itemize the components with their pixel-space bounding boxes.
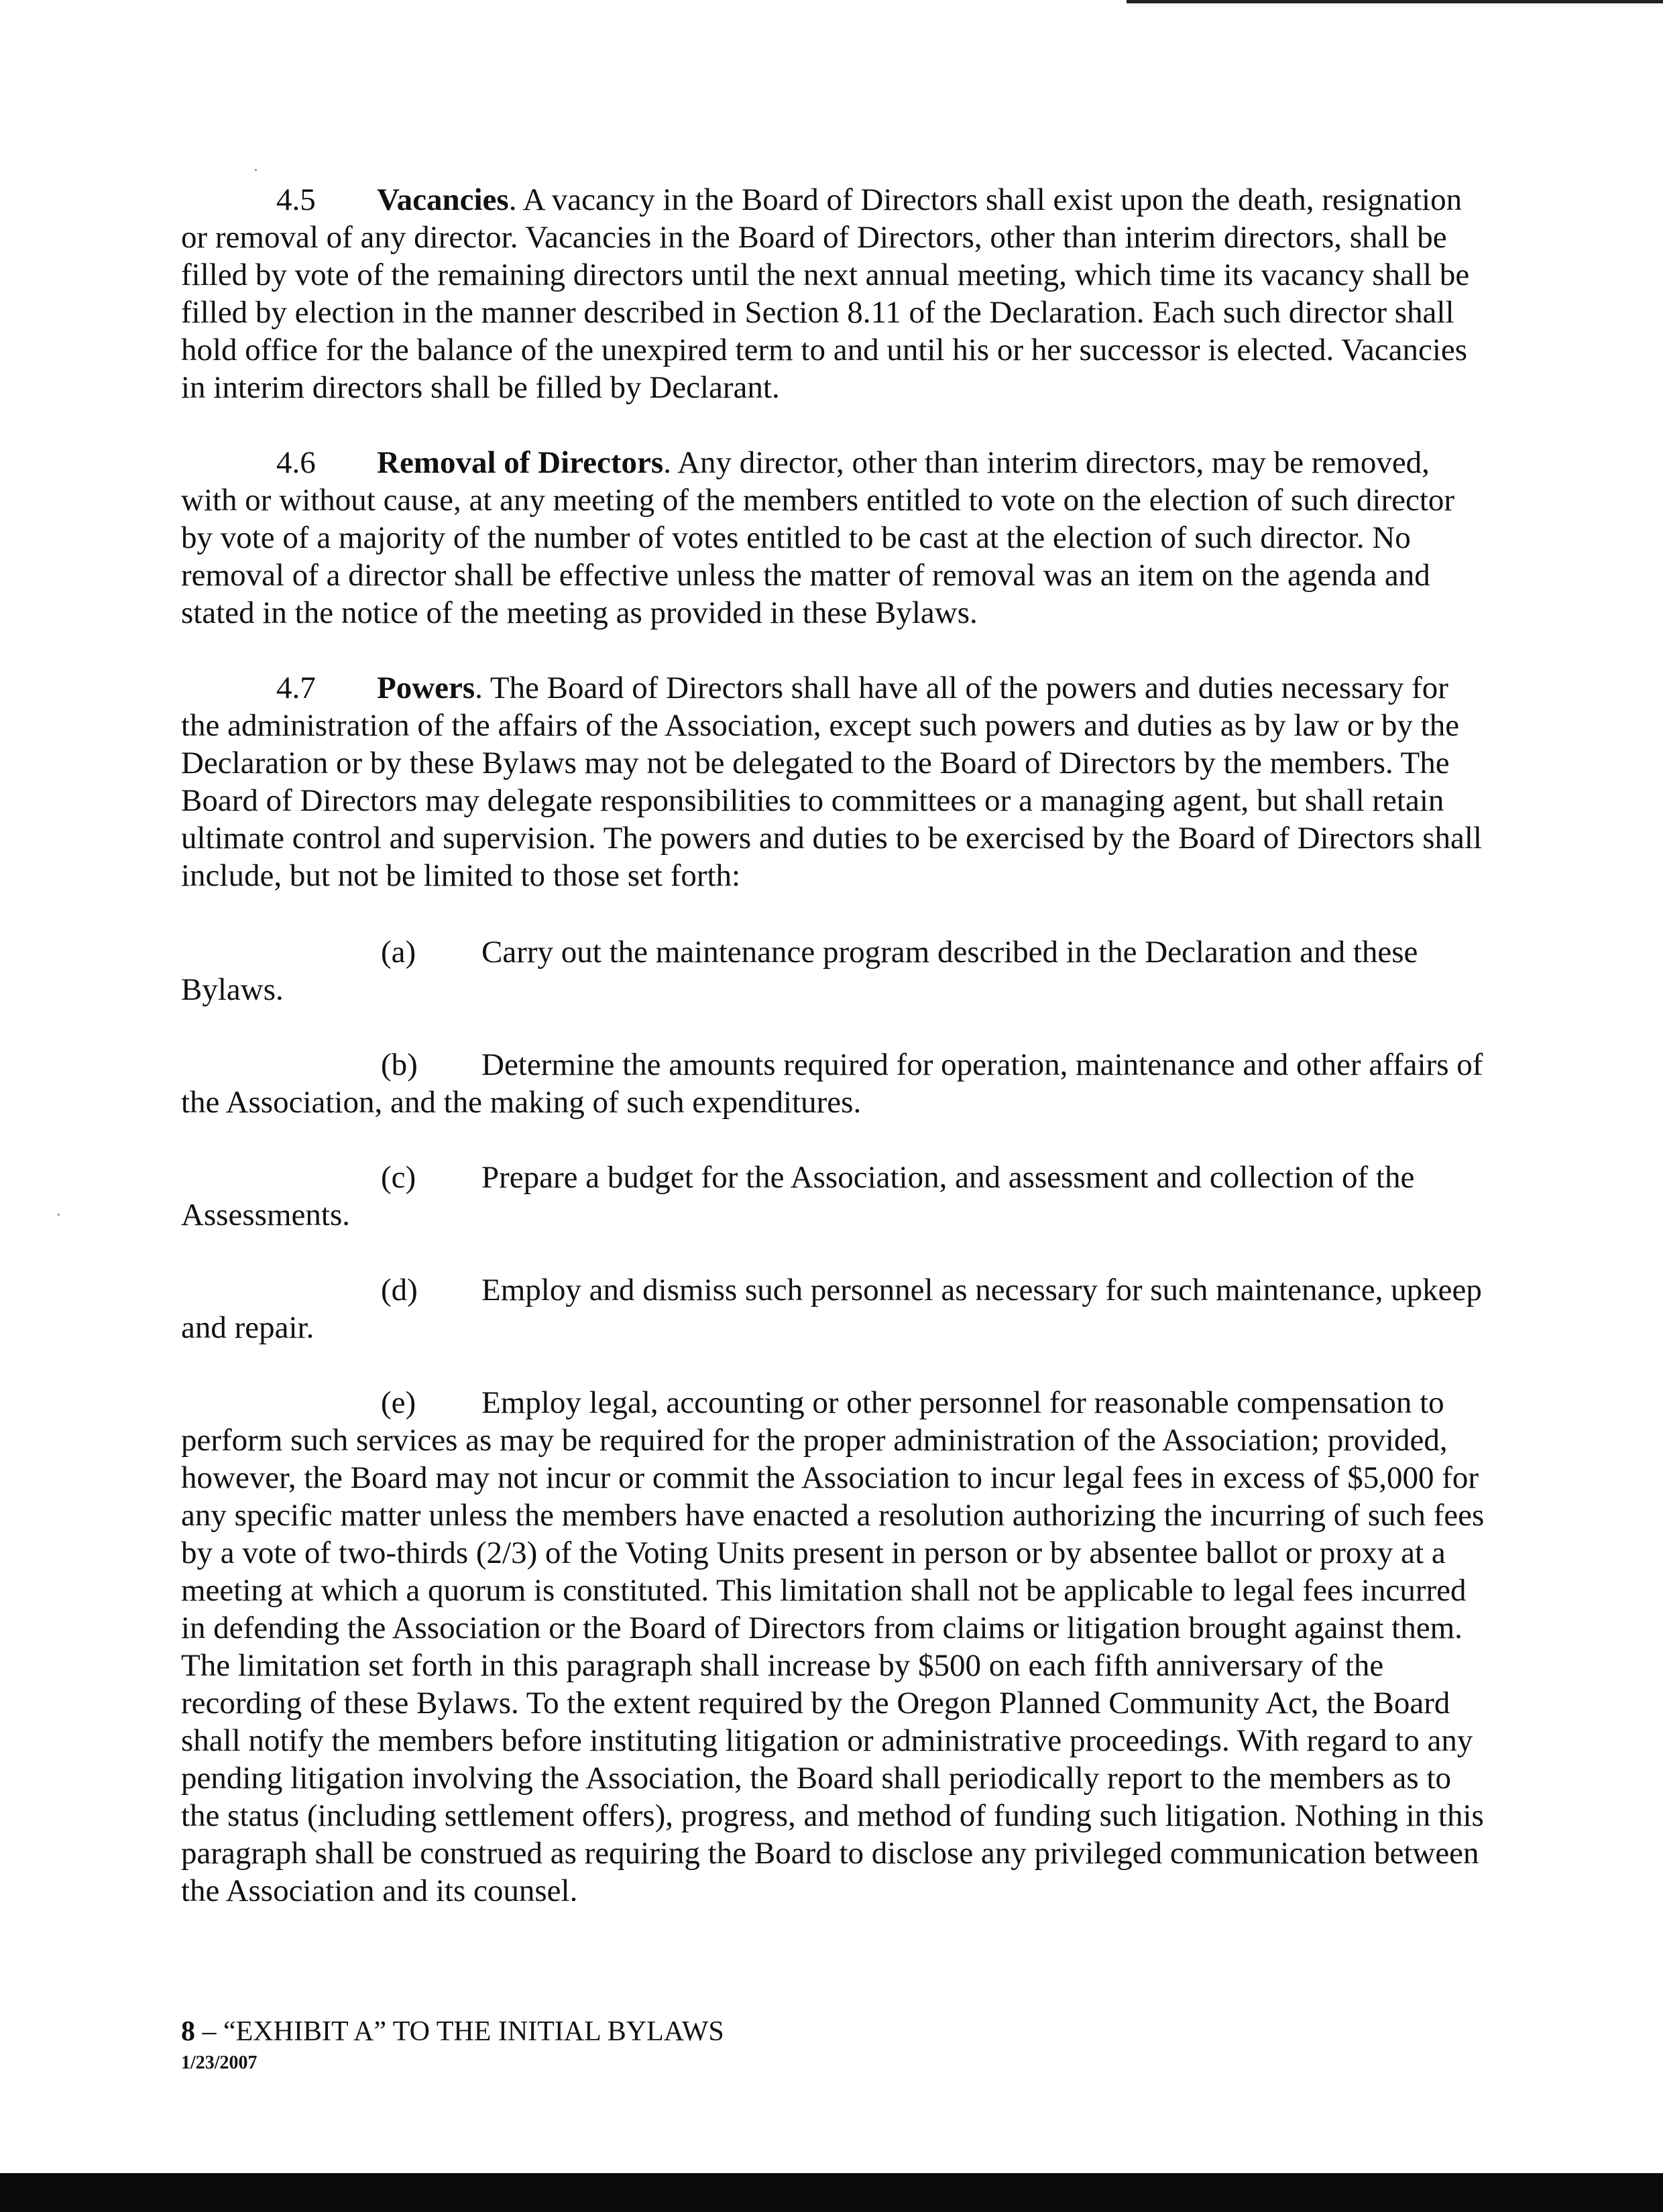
list-item-d <box>181 1271 1489 1346</box>
footer-title: “EXHIBIT A” TO THE INITIAL BYLAWS <box>223 2016 724 2047</box>
section-4-5 <box>181 181 1489 406</box>
item-label: (d) <box>381 1273 418 1307</box>
section-text: . The Board of Directors shall have all of the powers and duties necessary for the administration of the affairs of the Association, except such powers and duties as by law or by the Declaration or by these Bylaws may not be delegated to the Board of Directors by the members. The Board of Directors may delegate responsibilities to committees or a managing agent, but shall retain ultimate control and supervision. The powers and duties to be exercised by the Board of Directors shall include, but not be limited to those set forth: <box>181 671 1482 893</box>
section-number: 4.6 <box>276 445 316 480</box>
item-label: (a) <box>381 935 416 970</box>
section-text: . Any director, other than interim directors, may be removed, with or without cause, at any meeting of the members entitled to vote on the election of such director by vote of a majority of the number of votes entitled to be cast at the election of such director. No removal of a director shall be effective unless the matter of removal was an item on the agenda and stated in the notice of the meeting as provided in these Bylaws. <box>181 445 1455 630</box>
document-body <box>181 181 1489 1947</box>
scan-speck <box>255 169 257 171</box>
list-item-c <box>181 1159 1489 1234</box>
footer-title-line <box>181 2015 724 2048</box>
item-text: Employ and dismiss such personnel as necessary for such maintenance, upkeep and repair. <box>181 1273 1482 1345</box>
list-item-e <box>181 1384 1489 1910</box>
list-item-b <box>181 1046 1489 1121</box>
section-heading: Powers <box>377 671 475 705</box>
footer-separator: – <box>195 2016 223 2047</box>
item-text: Determine the amounts required for operation, maintenance and other affairs of the Association, and the making of such expenditures. <box>181 1047 1483 1120</box>
list-item-a <box>181 933 1489 1008</box>
section-4-6 <box>181 444 1489 632</box>
section-4-7 <box>181 669 1489 894</box>
section-number: 4.7 <box>276 671 316 705</box>
item-text: Employ legal, accounting or other personnel for reasonable compensation to perform such services as may be required for the proper administration of the Association; provided, however, the Board may not incur or commit the Association to incur legal fees in excess of $5,000 for any specific matter unless the members have enacted a resolution authorizing the incurring of such fees by a vote of two-thirds (2/3) of the Voting Units present in person or by absentee ballot or proxy at a meeting at which a quorum is constituted. This limitation shall not be applicable to legal fees incurred in defending the Association or the Board of Directors from claims or litigation brought against them. The limitation set forth in this paragraph shall increase by $500 on each fifth anniversary of the recording of these Bylaws. To the extent required by the Oregon Planned Community Act, the Board shall notify the members before instituting litigation or administrative proceedings. With regard to any pending litigation involving the Association, the Board shall periodically report to the members as to the status (including settlement offers), progress, and method of funding such litigation. Nothing in this paragraph shall be construed as requiring the Board to disclose any privileged communication between the Association and its counsel. <box>181 1385 1485 1908</box>
section-text: . A vacancy in the Board of Directors shall exist upon the death, resignation or removal of any director. Vacancies in the Board of Directors, other than interim directors, shall be filled by vote of the remaining directors until the next annual meeting, which time its vacancy shall be filled by election in the manner described in Section 8.11 of the Declaration. Each such director shall hold office for the balance of the unexpired term to and until his or her successor is elected. Vacancies in interim directors shall be filled by Declarant. <box>181 182 1470 405</box>
section-heading: Vacancies <box>377 182 509 217</box>
page-footer <box>181 2015 724 2075</box>
footer-date: 1/23/2007 <box>181 2052 257 2073</box>
bottom-scan-edge <box>0 2173 1663 2212</box>
item-text: Carry out the maintenance program described in the Declaration and these Bylaws. <box>181 935 1418 1007</box>
top-scan-edge <box>1127 0 1663 3</box>
section-heading: Removal of Directors <box>377 445 664 480</box>
scan-speck <box>58 1214 60 1216</box>
item-label: (b) <box>381 1047 418 1082</box>
section-number: 4.5 <box>276 182 316 217</box>
item-label: (e) <box>381 1385 416 1420</box>
item-label: (c) <box>381 1160 416 1195</box>
item-text: Prepare a budget for the Association, and assessment and collection of the Assessments. <box>181 1160 1415 1232</box>
page-number: 8 <box>181 2016 195 2047</box>
